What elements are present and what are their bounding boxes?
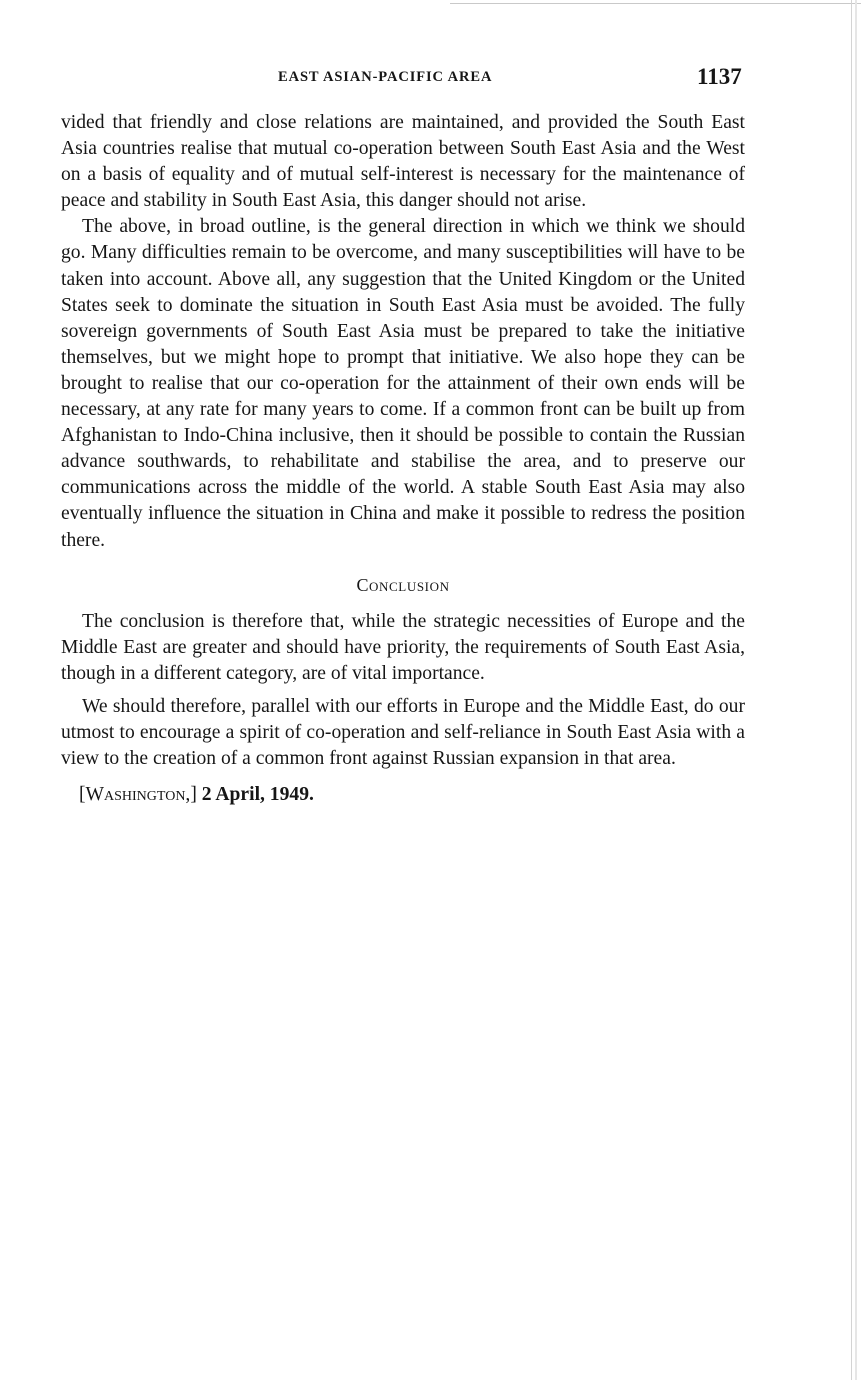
section-heading-conclusion: Conclusion — [356, 574, 450, 595]
page-number: 1137 — [697, 64, 742, 89]
page-edge-right-shadow — [855, 0, 857, 1380]
paragraph-conclusion-1: The conclusion is therefore that, while the strategic necessities of Europe and the Middle East are greater and should have priority, the requirements of South East Asia, though in a different category, are of vital importance. — [61, 610, 745, 684]
running-head — [0, 64, 861, 94]
document-body — [61, 110, 745, 808]
dateline-date: 2 April, 1949. — [201, 784, 314, 806]
running-title: EAST ASIAN-PACIFIC AREA — [278, 69, 493, 85]
paragraph-general-direction: The above, in broad outline, is the general direction in which we think we should go. Many difficulties remain to be overcome, and many susceptibilities will have to be taken into account. Above all, any suggestion that the United Kingdom or the United States seek to dominate the situation in South East Asia must be avoided. The fully sovereign governments of South East Asia must be prepared to take the initiative themselves, but we might hope to prompt that initiative. We also hope they can be brought to realise that our co-operation for the attainment of their own ends will be necessary, at any rate for many years to come. If a common front can be built up from Afghanistan to Indo-China inclusive, then it should be possible to contain the Russian advance southwards, to rehabilitate and stabilise the area, and to preserve our communications across the middle of the world. A stable South East Asia may also eventually influence the situation in China and make it possible to redress the position there. — [61, 216, 745, 551]
dateline — [61, 782, 745, 808]
paragraph-conclusion-2: We should therefore, parallel with our efforts in Europe and the Middle East, do our utmost to encourage a spirit of co-operation and self-reliance in South East Asia with a view to the creation of a common front against Russian expansion in that area. — [61, 695, 745, 770]
page-edge-top — [450, 3, 861, 4]
paragraph-continued: vided that friendly and close relations are maintained, and provided the South East Asia countries realise that mutual co-operation between South East Asia and the West on a basis of equality and of mutual self-interest is necessary for the maintenance of peace and stability in South East Asia, this danger should not arise. — [61, 112, 745, 212]
page-edge-right — [851, 0, 852, 1380]
dateline-place: [Washington,] — [79, 784, 197, 806]
